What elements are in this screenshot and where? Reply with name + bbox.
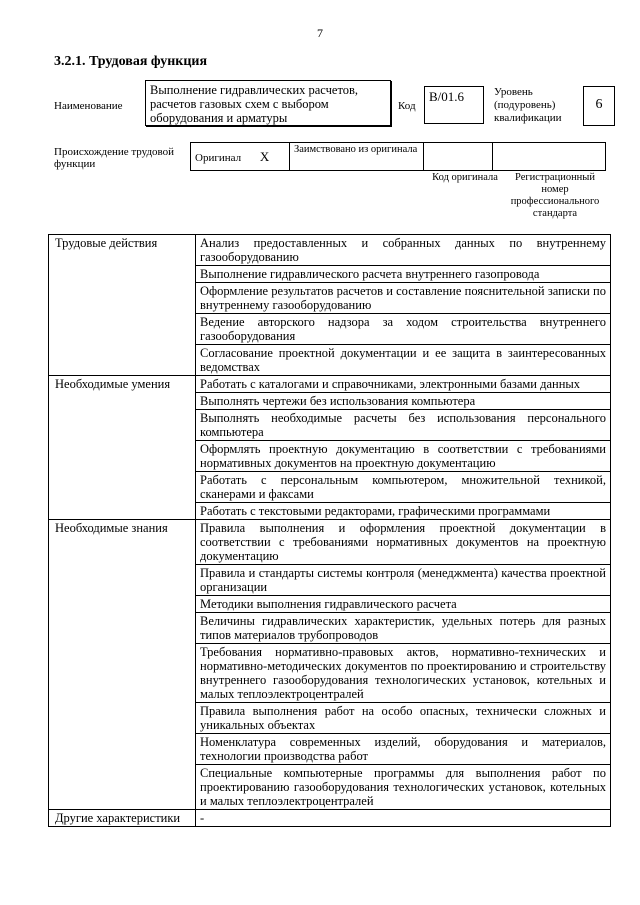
level-label: Уровень (подуровень) квалификации bbox=[494, 86, 562, 124]
original-code-cell bbox=[424, 143, 493, 171]
page-number: 7 bbox=[317, 26, 323, 40]
table-row bbox=[49, 235, 611, 266]
function-code: B/01.6 bbox=[424, 86, 484, 124]
category-cell: Трудовые действия bbox=[49, 235, 196, 376]
item-cell: Правила выполнения работ на особо опасных, технически сложных и уникальных объектах bbox=[196, 703, 611, 734]
original-mark: X bbox=[259, 148, 270, 164]
table-row bbox=[49, 376, 611, 393]
functions-table bbox=[48, 234, 611, 827]
name-label: Наименование bbox=[54, 100, 123, 112]
category-cell: Другие характеристики bbox=[49, 810, 196, 827]
category-cell: Необходимые знания bbox=[49, 520, 196, 810]
original-label: Оригинал bbox=[195, 151, 242, 164]
origin-table bbox=[190, 142, 606, 171]
item-cell: Анализ предоставленных и собранных данных по внутреннему газооборудованию bbox=[196, 235, 611, 266]
item-cell: Работать с текстовыми редакторами, графическими программами bbox=[196, 503, 611, 520]
item-cell: Работать с персональным компьютером, множительной техникой, сканерами и факсами bbox=[196, 472, 611, 503]
item-cell: Методики выполнения гидравлического расчета bbox=[196, 596, 611, 613]
borrowed-label: Заимствовано из оригинала bbox=[290, 143, 424, 171]
code-label: Код bbox=[398, 100, 416, 112]
item-cell: Оформлять проектную документацию в соответствии с требованиями нормативных документов на проектную документацию bbox=[196, 441, 611, 472]
level-value: 6 bbox=[583, 86, 615, 126]
item-cell: Правила и стандарты системы контроля (менеджмента) качества проектной организации bbox=[196, 565, 611, 596]
original-cell bbox=[191, 143, 290, 171]
table-row bbox=[49, 520, 611, 565]
reg-number-cell bbox=[493, 143, 606, 171]
origin-label: Происхождение трудовой функции bbox=[54, 146, 175, 170]
item-cell: Выполнять чертежи без использования компьютера bbox=[196, 393, 611, 410]
item-cell: Работать с каталогами и справочниками, электронными базами данных bbox=[196, 376, 611, 393]
item-cell: Выполнение гидравлического расчета внутреннего газопровода bbox=[196, 266, 611, 283]
item-cell: Номенклатура современных изделий, оборудования и материалов, технологии производства работ bbox=[196, 734, 611, 765]
reg-note: Регистрационный номер профессионального стандарта bbox=[510, 172, 600, 219]
category-cell: Необходимые умения bbox=[49, 376, 196, 520]
item-cell: Оформление результатов расчетов и составление пояснительной записки по внутреннему газооборудованию bbox=[196, 283, 611, 314]
item-cell: Согласование проектной документации и ее защита в заинтересованных ведомствах bbox=[196, 345, 611, 376]
item-cell: Правила выполнения и оформления проектной документации в соответствии с требованиями нормативных документов на проектную документацию bbox=[196, 520, 611, 565]
item-cell: Специальные компьютерные программы для выполнения работ по проектированию газооборудования технологических установок, котельных и малых теплоэлектроцентралей bbox=[196, 765, 611, 810]
table-row bbox=[49, 810, 611, 827]
code-note: Код оригинала bbox=[432, 172, 498, 183]
function-name: Выполнение гидравлических расчетов, расчетов газовых схем с выбором оборудования и арматуры bbox=[145, 80, 391, 126]
item-cell: Величины гидравлических характеристик, удельных потерь для разных типов материалов трубопроводов bbox=[196, 613, 611, 644]
section-title: 3.2.1. Трудовая функция bbox=[54, 54, 208, 69]
item-cell: Требования нормативно-правовых актов, нормативно-технических и нормативно-методических документов по проектированию и строительству внутреннего газооборудования технологических установок, котельных и малых теплоэлектроцентралей bbox=[196, 644, 611, 703]
item-cell: Выполнять необходимые расчеты без использования персонального компьютера bbox=[196, 410, 611, 441]
item-cell: Ведение авторского надзора за ходом строительства внутреннего газооборудования bbox=[196, 314, 611, 345]
item-cell: - bbox=[196, 810, 611, 827]
